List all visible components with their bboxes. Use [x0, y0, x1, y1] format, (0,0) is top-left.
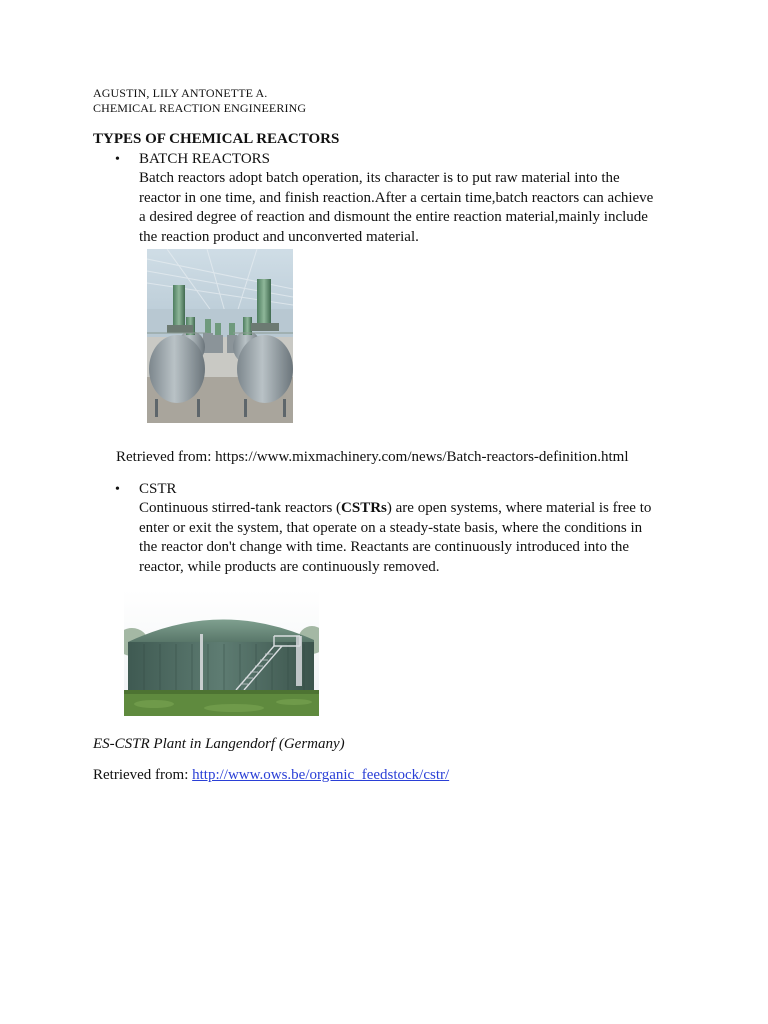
bullet-icon: •: [115, 152, 120, 167]
batch-reactors-description: [139, 169, 684, 247]
cstr-plant-photo: [124, 590, 319, 716]
cstr-bold-term: CSTRs: [341, 500, 387, 516]
course-title: CHEMICAL REACTION ENGINEERING: [93, 101, 307, 115]
batch-description-line: Batch reactors adopt batch operation, its character is to put raw material into the: [139, 170, 620, 186]
cstr-source-link[interactable]: http://www.ows.be/organic_feedstock/cstr/: [192, 767, 450, 783]
cstr-line-prefix: Continuous stirred-tank reactors (: [139, 500, 342, 516]
batch-source-text: Retrieved from: https://www.mixmachinery.com/news/Batch-reactors-definition.html: [116, 449, 629, 465]
cstr-photo-caption: ES-CSTR Plant in Langendorf (Germany): [93, 736, 345, 752]
cstr-description-line: reactor, while products are continuously removed.: [139, 558, 440, 575]
bullet-icon: •: [115, 482, 120, 497]
batch-description-line: reactor in one time, and finish reaction.After a certain time,batch reactors can achieve: [139, 189, 654, 206]
cstr-source: [93, 766, 449, 785]
section-title: TYPES OF CHEMICAL REACTORS: [93, 131, 340, 147]
cstr-description-line: enter or exit the system, that operate on a steady-state basis, where the conditions in: [139, 519, 643, 536]
batch-reactors-heading: BATCH REACTORS: [139, 151, 271, 167]
batch-description-line: the reaction product and unconverted material.: [139, 228, 419, 245]
cstr-source-prefix: Retrieved from:: [93, 767, 193, 783]
cstr-line-suffix: ) are open systems, where material is free to: [386, 500, 652, 516]
cstr-heading: CSTR: [139, 481, 177, 497]
cstr-description: [139, 499, 684, 577]
batch-reactor-photo: [147, 249, 293, 423]
cstr-description-line: the reactor don't change with time. Reactants are continuously introduced into the: [139, 539, 630, 556]
batch-description-line: a desired degree of reaction and dismount the entire reaction material,mainly include: [139, 209, 648, 226]
author-name: AGUSTIN, LILY ANTONETTE A.: [93, 86, 268, 100]
cstr-description-line: [139, 499, 684, 519]
